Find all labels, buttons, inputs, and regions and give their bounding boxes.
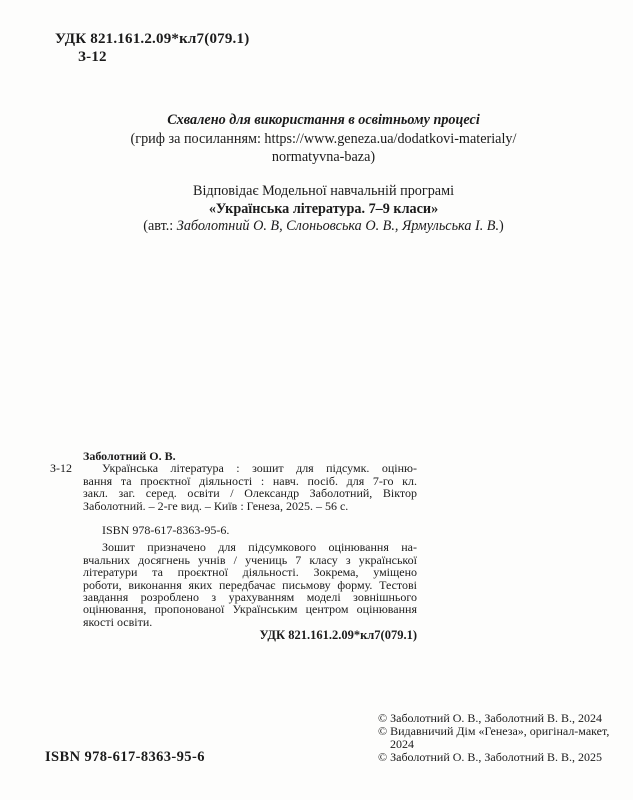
catalog-description-line: Заболотний. – 2-ге вид. – Київ : Генеза, 2025. – 56 с. — [83, 498, 349, 513]
program-authors-suffix: ) — [499, 218, 504, 235]
annotation-line: якості освіти. — [83, 614, 153, 629]
copyright-entry: © Видавничий Дім «Генеза», оригінал-макет, 2024 — [378, 723, 610, 751]
approval-block — [20, 111, 627, 167]
program-authors-line — [20, 218, 627, 236]
annotation-line: вчальних досягнень учнів / учениць 7 класу з української — [83, 552, 417, 567]
catalog-description-line: закл. заг. серед. освіти / Олександр Заболотний, Віктор — [83, 486, 417, 501]
catalog-card-body — [50, 461, 417, 643]
catalog-description — [83, 462, 417, 512]
program-title: «Українська література. 7–9 класи» — [208, 200, 439, 217]
copyright-block — [378, 712, 628, 764]
copyright-entry: © Заболотний О. В., Заболотний В. В., 2025 — [378, 749, 603, 764]
annotation-line: Зошит призначено для підсумкового оцінювання на- — [102, 540, 417, 555]
annotation-line: роботи, виконання яких передбачає письмову форму. Тестові — [83, 577, 417, 592]
catalog-margin-code: З-12 — [50, 461, 73, 476]
catalog-card — [50, 450, 417, 642]
program-authors-prefix: (авт.: — [143, 218, 177, 235]
catalog-description-line: вання та проєктної діяльності : навч. посіб. для 7-го кл. — [83, 473, 417, 488]
approval-statement: Схвалено для використання в освітньому процесі — [167, 112, 480, 128]
author-sign-code: З-12 — [78, 49, 107, 65]
footer-isbn: ISBN 978-617-8363-95-6 — [45, 749, 205, 765]
catalog-udc-footer: УДК 821.161.2.09*кл7(079.1) — [259, 628, 417, 643]
approval-link-line: (гриф за посиланням: https://www.geneza.ua/dodatkovi-materialy/ — [130, 130, 517, 147]
annotation-line: літератури та проєктної діяльності. Зокрема, уміщено — [83, 565, 417, 580]
udc-header-block — [55, 31, 249, 66]
catalog-isbn: ISBN 978-617-8363-95-6. — [102, 523, 230, 538]
program-statement: Відповідає Модельної навчальній програмі — [192, 183, 455, 199]
program-block — [20, 183, 627, 236]
approval-link-continuation: normatyvna-baza) — [271, 149, 376, 166]
catalog-author-heading: Заболотний О. В. — [83, 449, 176, 463]
program-authors: Заболотний О. В, Слоньовська О. В., Ярмульська І. В. — [176, 218, 500, 235]
annotation-line: завдання розроблено з урахуванням моделі зовнішнього — [83, 590, 417, 605]
udc-number: УДК 821.161.2.09*кл7(079.1) — [55, 31, 250, 47]
annotation-line: оцінювання, пропонованої Українським центром оцінювання — [83, 602, 417, 617]
copyright-entry: © Заболотний О. В., Заболотний В. В., 2024 — [378, 711, 603, 725]
catalog-annotation — [83, 541, 417, 628]
catalog-description-line: Українська література : зошит для підсумк. оціню- — [102, 461, 417, 476]
